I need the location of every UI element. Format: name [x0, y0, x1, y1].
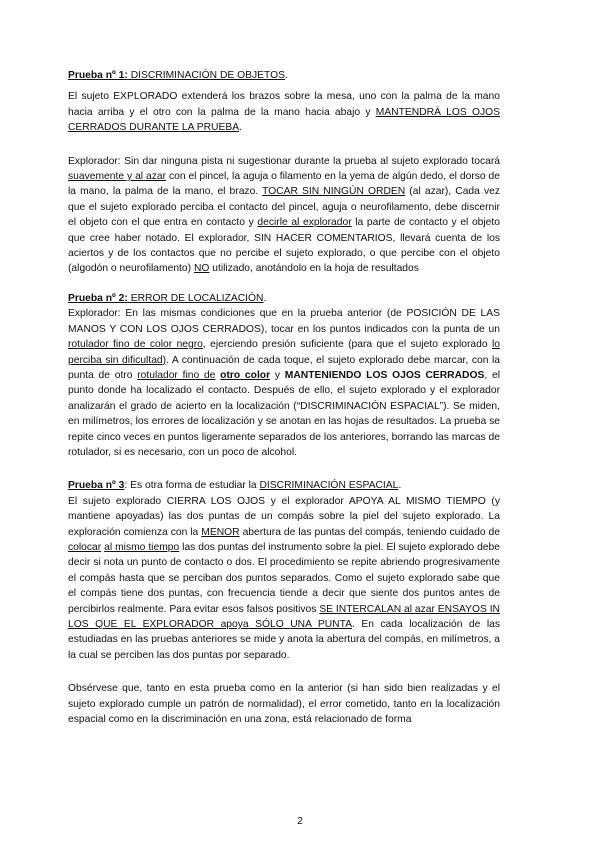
text-run: Explorador: En las mismas condiciones que en la prueba anterior (de POSICIÓN DE LAS MANOS Y CON LOS OJOS CERRADOS), tocar en los puntos indicados con la punta de un: [68, 308, 500, 335]
heading-label: Prueba nº 1:: [68, 70, 128, 81]
text-run: abertura de las puntas del compás, teniendo cuidado de: [239, 526, 500, 538]
text-run: .: [239, 122, 242, 134]
underlined-text: rotulador fino de: [137, 369, 216, 381]
heading-title: DISCRIMINACIÓN ESPACIAL: [259, 480, 399, 492]
text-run: utilizado, anotándolo en la hoja de resultados: [209, 263, 419, 275]
underlined-text: TOCAR SIN NINGÚN ORDEN: [262, 186, 406, 198]
text-run: (al azar), Cada vez que el sujeto explorado perciba el contacto del pincel, aguja o neurofilamento, debe discernir el objeto con el que entra en contacto y: [68, 186, 500, 229]
section-heading-prueba-2: [68, 291, 500, 306]
heading-label: Prueba nº 3: [68, 480, 125, 492]
underlined-text: otro color: [220, 369, 271, 381]
text-run: , ejerciendo presión suficiente (para que el sujeto explorado: [202, 339, 492, 351]
heading-title: DISCRIMINACIÓN DE OBJETOS: [127, 70, 285, 81]
underlined-text: al mismo tiempo: [104, 541, 180, 553]
page-body: [68, 68, 500, 727]
heading-end: .: [285, 70, 288, 81]
underlined-text: suavemente y al azar: [68, 171, 167, 183]
paragraph-prueba-1-instructions: [68, 89, 500, 135]
heading-mid: : Es otra forma de estudiar la: [124, 480, 260, 492]
underlined-text: lo perciba sin dificultad): [68, 339, 500, 366]
underlined-text: MANTENDRÁ LOS OJOS CERRADOS DURANTE LA PRUEBA: [68, 106, 501, 134]
bold-text: MANTENIENDO LOS OJOS CERRADOS: [284, 369, 485, 381]
underlined-text: MENOR: [201, 526, 240, 538]
page-number: 2: [297, 816, 303, 827]
paragraph-prueba-2: [68, 306, 500, 460]
heading-end: .: [398, 480, 402, 492]
section-heading-prueba-3: [68, 478, 500, 493]
text-run: El sujeto EXPLORADO extenderá los brazos sobre la mesa, uno con la palma de la mano hacia arriba y el otro con la palma de la mano hacia abajo y: [68, 91, 500, 118]
text-run: las dos puntas del instrumento sobre la piel. El sujeto explorado debe decir si nota un punto de contacto o dos. El procedimiento se repite abriendo progresivamente el compás hasta que se perciban dos puntos separados. Como el sujeto explorado sabe que el compás tiene dos puntas, con frecuencia tiende a decir que siente dos puntos antes de percibirlos realmente. Para evitar esos falsos positivos: [68, 541, 500, 615]
text-run: y: [270, 369, 285, 381]
text-run: . A continuación de cada toque, el sujeto explorado debe marcar, con la punta de otro: [68, 354, 500, 381]
heading-label: Prueba nº 2:: [68, 292, 128, 304]
underlined-text: SE INTERCALAN al azar ENSAYOS IN LOS QUE EL EXPLORADOR apoya SÓLO UNA PUNTA: [68, 603, 500, 630]
underlined-text: rotulador fino de color negro: [68, 339, 203, 351]
underlined-text: colocar: [68, 541, 102, 553]
paragraph-observation: Obsérvese que, tanto en esta prueba como en la anterior (si han sido bien realizadas y el sujeto explorado cumple un patrón de normalidad), el error cometido, tanto en la localización espacial como en la discriminación en una zona, está relacionado de forma: [68, 683, 500, 726]
text-run: la parte de contacto y el objeto que cree haber notado. El explorador, SIN HACER COMENTARIOS, llevará cuenta de los aciertos y de los contactos que no percibe el sujeto explorado, o que percibe con el objeto (algodón o neurofilamento): [68, 217, 500, 275]
text-run: . En cada localización de las estudiadas en las pruebas anteriores se mide y anota la abertura del compás, en milímetros, a la cual se perciben las dos puntas por separado.: [68, 619, 501, 661]
text-run: con el pincel, la aguja o filamento en la yema de algún dedo, el dorso de la mano, la palma de la mano, el brazo.: [68, 171, 501, 198]
paragraph-prueba-3: [68, 494, 500, 663]
text-run: El sujeto explorado CIERRA LOS OJOS y el explorador APOYA AL MISMO TIEMPO (y mantiene apoyadas) las dos puntas de un compás sobre la piel del sujeto explorado. La exploración comienza con la: [68, 495, 500, 538]
underlined-text: decirle al explorador: [257, 217, 352, 229]
paragraph-prueba-1-explorer: [68, 154, 500, 277]
text-run: Explorador: Sin dar ninguna pista ni sugestionar durante la prueba al sujeto explorado tocará: [68, 155, 500, 167]
heading-end: .: [263, 292, 267, 304]
heading-title: ERROR DE LOCALIZACIÓN: [127, 292, 264, 304]
text-run: , el punto donde ha localizado el contacto. Después de ello, el sujeto explorado y el explorador analizarán el grado de acierto en la localización (“DISCRIMINACIÓN ESPACIAL”). Se miden, en milímetros, los errores de localización y se anotan en las hojas de resultados. La prueba se repite cinco veces en puntos ligeramente separados de los anteriores, borrando las marcas de rotulador, si es necesario, con un poco de alcohol.: [68, 369, 500, 458]
underlined-text: NO: [193, 263, 210, 275]
section-heading-prueba-1: [68, 68, 500, 83]
